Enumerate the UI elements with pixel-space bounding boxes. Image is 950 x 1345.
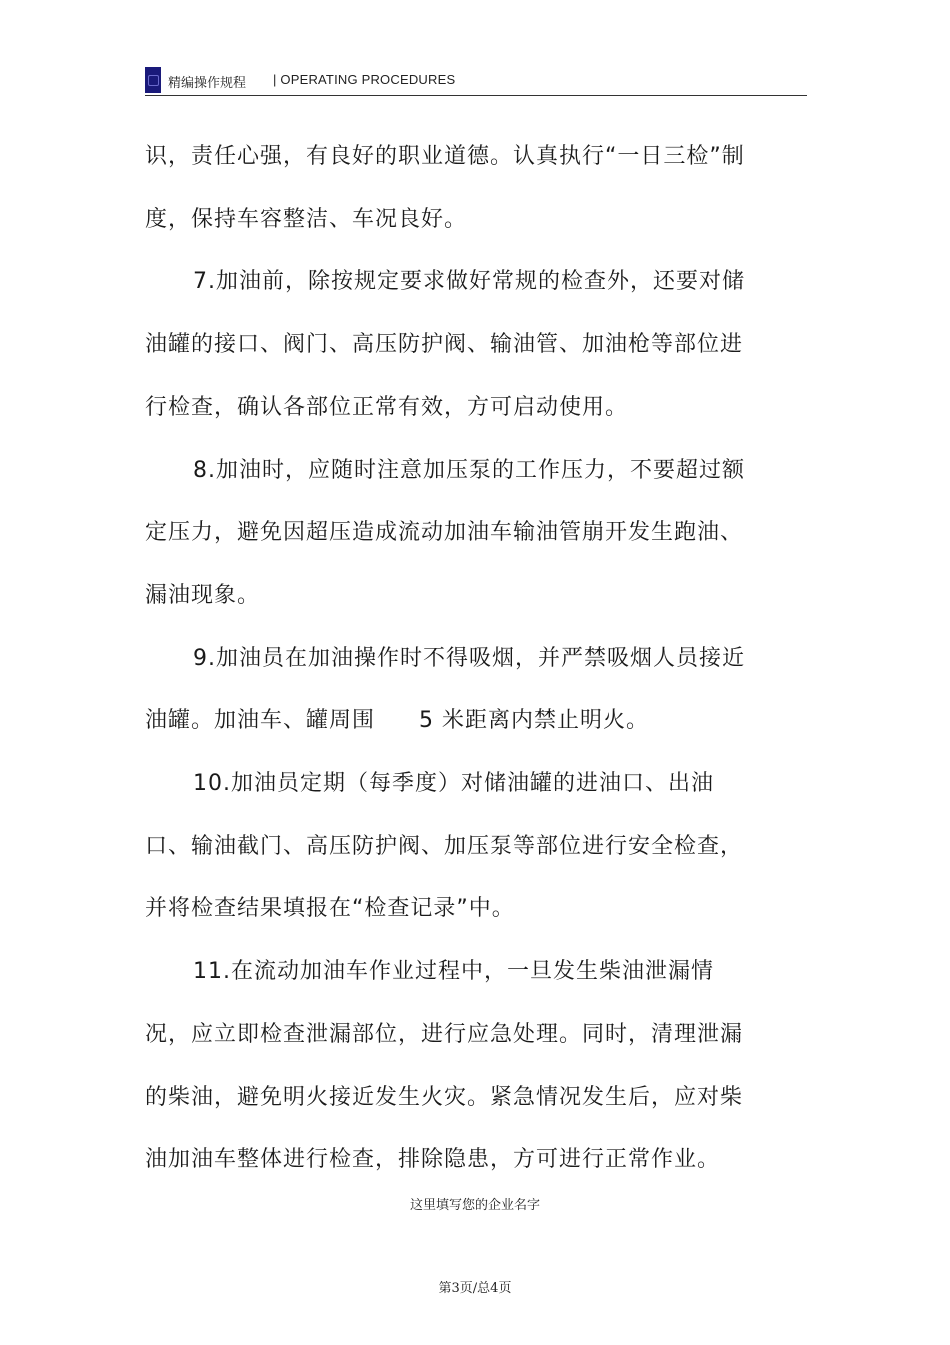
paragraph-item-8: 8.加油时，应随时注意加压泵的工作压力，不要超过额定压力，避免因超压造成流动加油车输油管崩开发生跑油、漏油现象。 xyxy=(145,457,745,608)
header-title-en: | OPERATING PROCEDURES xyxy=(273,72,456,87)
paragraph-item-9-part2: 5 米距离内禁止明火。 xyxy=(419,708,650,734)
document-logo-icon xyxy=(145,67,161,93)
document-body xyxy=(145,126,755,1192)
paragraph-item-9 xyxy=(145,628,755,753)
paragraph-item-7: 7.加油前，除按规定要求做好常规的检查外，还要对储油罐的接口、阀门、高压防护阀、输油管、加油枪等部位进行检查，确认各部位正常有效，方可启动使用。 xyxy=(145,269,745,420)
page-header xyxy=(145,67,807,96)
footer-company-name: 这里填写您的企业名字 xyxy=(409,1198,540,1213)
paragraph-item-9-part1: 9.加油员在加油操作时不得吸烟，并严禁吸烟人员接近油罐。加油车、罐周围 xyxy=(145,645,745,734)
paragraph-continued: 识，责任心强，有良好的职业道德。认真执行“一日三检”制度，保持车容整洁、车况良好。 xyxy=(145,144,745,232)
paragraph-item-10: 10.加油员定期（每季度）对储油罐的进油口、出油口、输油截门、高压防护阀、加压泵等部位进行安全检查，并将检查结果填报在“检查记录”中。 xyxy=(145,771,744,922)
header-title-cn: 精编操作规程 xyxy=(168,76,247,91)
paragraph-item-11: 11.在流动加油车作业过程中，一旦发生柴油泄漏情况，应立即检查泄漏部位，进行应急处理。同时，清理泄漏的柴油，避免明火接近发生火灾。紧急情况发生后，应对柴油加油车整体进行检查，排除隐患，方可进行正常作业。 xyxy=(145,959,744,1173)
page-number: 第3页/总4页 xyxy=(438,1281,512,1296)
